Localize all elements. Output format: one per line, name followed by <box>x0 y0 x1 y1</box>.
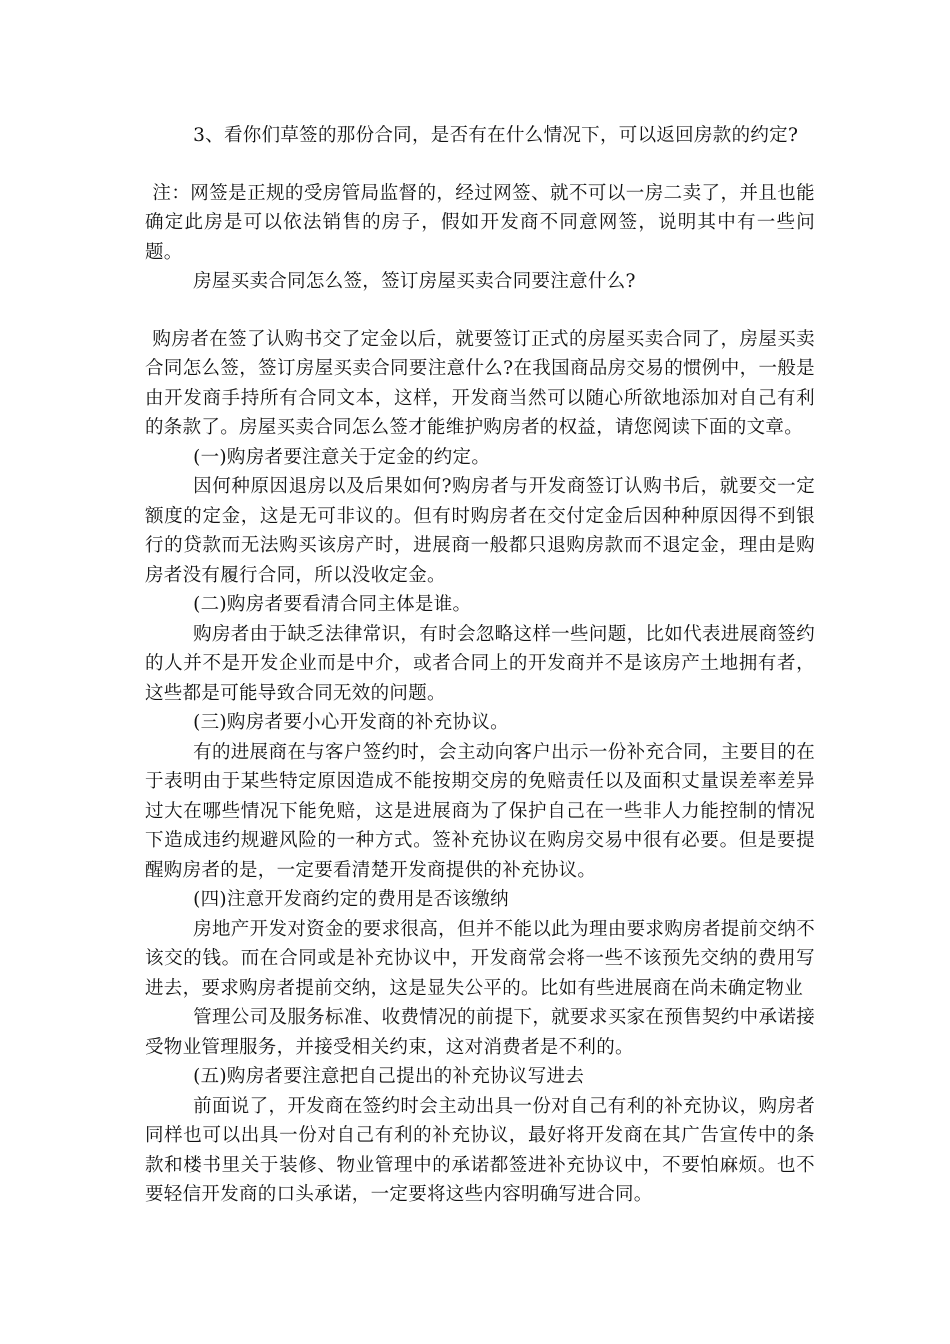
paragraph-own-agreement: 前面说了，开发商在签约时会主动出具一份对自己有利的补充协议，购房者同样也可以出具一份对自己有利的补充协议，最好将开发商在其广告宣传中的条款和楼书里关于装修、物业管理中的承诺都签进补充协议中，不要怕麻烦。也不要轻信开发商的口头承诺，一定要将这些内容明确写进合同。 <box>145 1095 815 1205</box>
heading-5-own-agreement: (五)购房者要注意把自己提出的补充协议写进去 <box>193 1066 585 1087</box>
paragraph-contract-party: 购房者由于缺乏法律常识，有时会忽略这样一些问题，比如代表进展商签约的人并不是开发企业而是中介，或者合同上的开发商并不是该房产土地拥有者，这些都是可能导致合同无效的问题。 <box>145 623 815 704</box>
paragraph-return-payment: 3、看你们草签的那份合同，是否有在什么情况下，可以返回房款的约定? <box>193 125 799 146</box>
document-body <box>145 121 815 1210</box>
paragraph-property-management: 管理公司及服务标准、收费情况的前提下，就要求买家在预售契约中承诺接受物业管理服务，并接受相关约束，这对消费者是不利的。 <box>145 1007 815 1058</box>
heading-2-contract-party: (二)购房者要看清合同主体是谁。 <box>193 594 472 615</box>
section-heading-contract: 房屋买卖合同怎么签，签订房屋买卖合同要注意什么? <box>193 271 636 292</box>
paragraph-fees: 房地产开发对资金的要求很高，但并不能以此为理由要求购房者提前交纳不该交的钱。而在合同或是补充协议中，开发商常会将一些不该预先交纳的费用写进去，要求购房者提前交纳，这是显失公平的。比如有些进展商在尚未确定物业 <box>145 918 815 999</box>
paragraph-intro: 购房者在签了认购书交了定金以后，就要签订正式的房屋买卖合同了，房屋买卖合同怎么签，签订房屋买卖合同要注意什么?在我国商品房交易的惯例中，一般是由开发商手持所有合同文本，这样，开发商当然可以随心所欲地添加对自己有利的条款了。房屋买卖合同怎么签才能维护购房者的权益，请您阅读下面的文章。 <box>145 328 815 438</box>
blank-line <box>145 297 815 325</box>
heading-3-supplementary-agreement: (三)购房者要小心开发商的补充协议。 <box>193 712 509 733</box>
heading-4-fees: (四)注意开发商约定的费用是否该缴纳 <box>193 889 509 910</box>
heading-1-deposit: (一)购房者要注意关于定金的约定。 <box>193 446 491 468</box>
paragraph-deposit: 因何种原因退房以及后果如何?购房者与开发商签订认购书后，就要交一定额度的定金，这是无可非议的。但有时购房者在交付定金后因种种原因得不到银行的贷款而无法购买该房产时，进展商一般都只退购房款而不退定金，理由是购房者没有履行合同，所以没收定金。 <box>145 476 815 586</box>
paragraph-online-signing-note: 注：网签是正规的受房管局监督的，经过网签、就不可以一房二卖了，并且也能确定此房是可以依法销售的房子，假如开发商不同意网签，说明其中有一些问题。 <box>145 182 815 263</box>
paragraph-supplementary-agreement: 有的进展商在与客户签约时，会主动向客户出示一份补充合同，主要目的在于表明由于某些特定原因造成不能按期交房的免赔责任以及面积丈量误差率差异过大在哪些情况下能免赔，这是进展商为了保护自己在一些非人力能控制的情况下造成违约规避风险的一种方式。签补充协议在购房交易中很有必要。但是要提醒购房者的是，一定要看清楚开发商提供的补充协议。 <box>145 741 815 881</box>
blank-line <box>145 151 815 179</box>
